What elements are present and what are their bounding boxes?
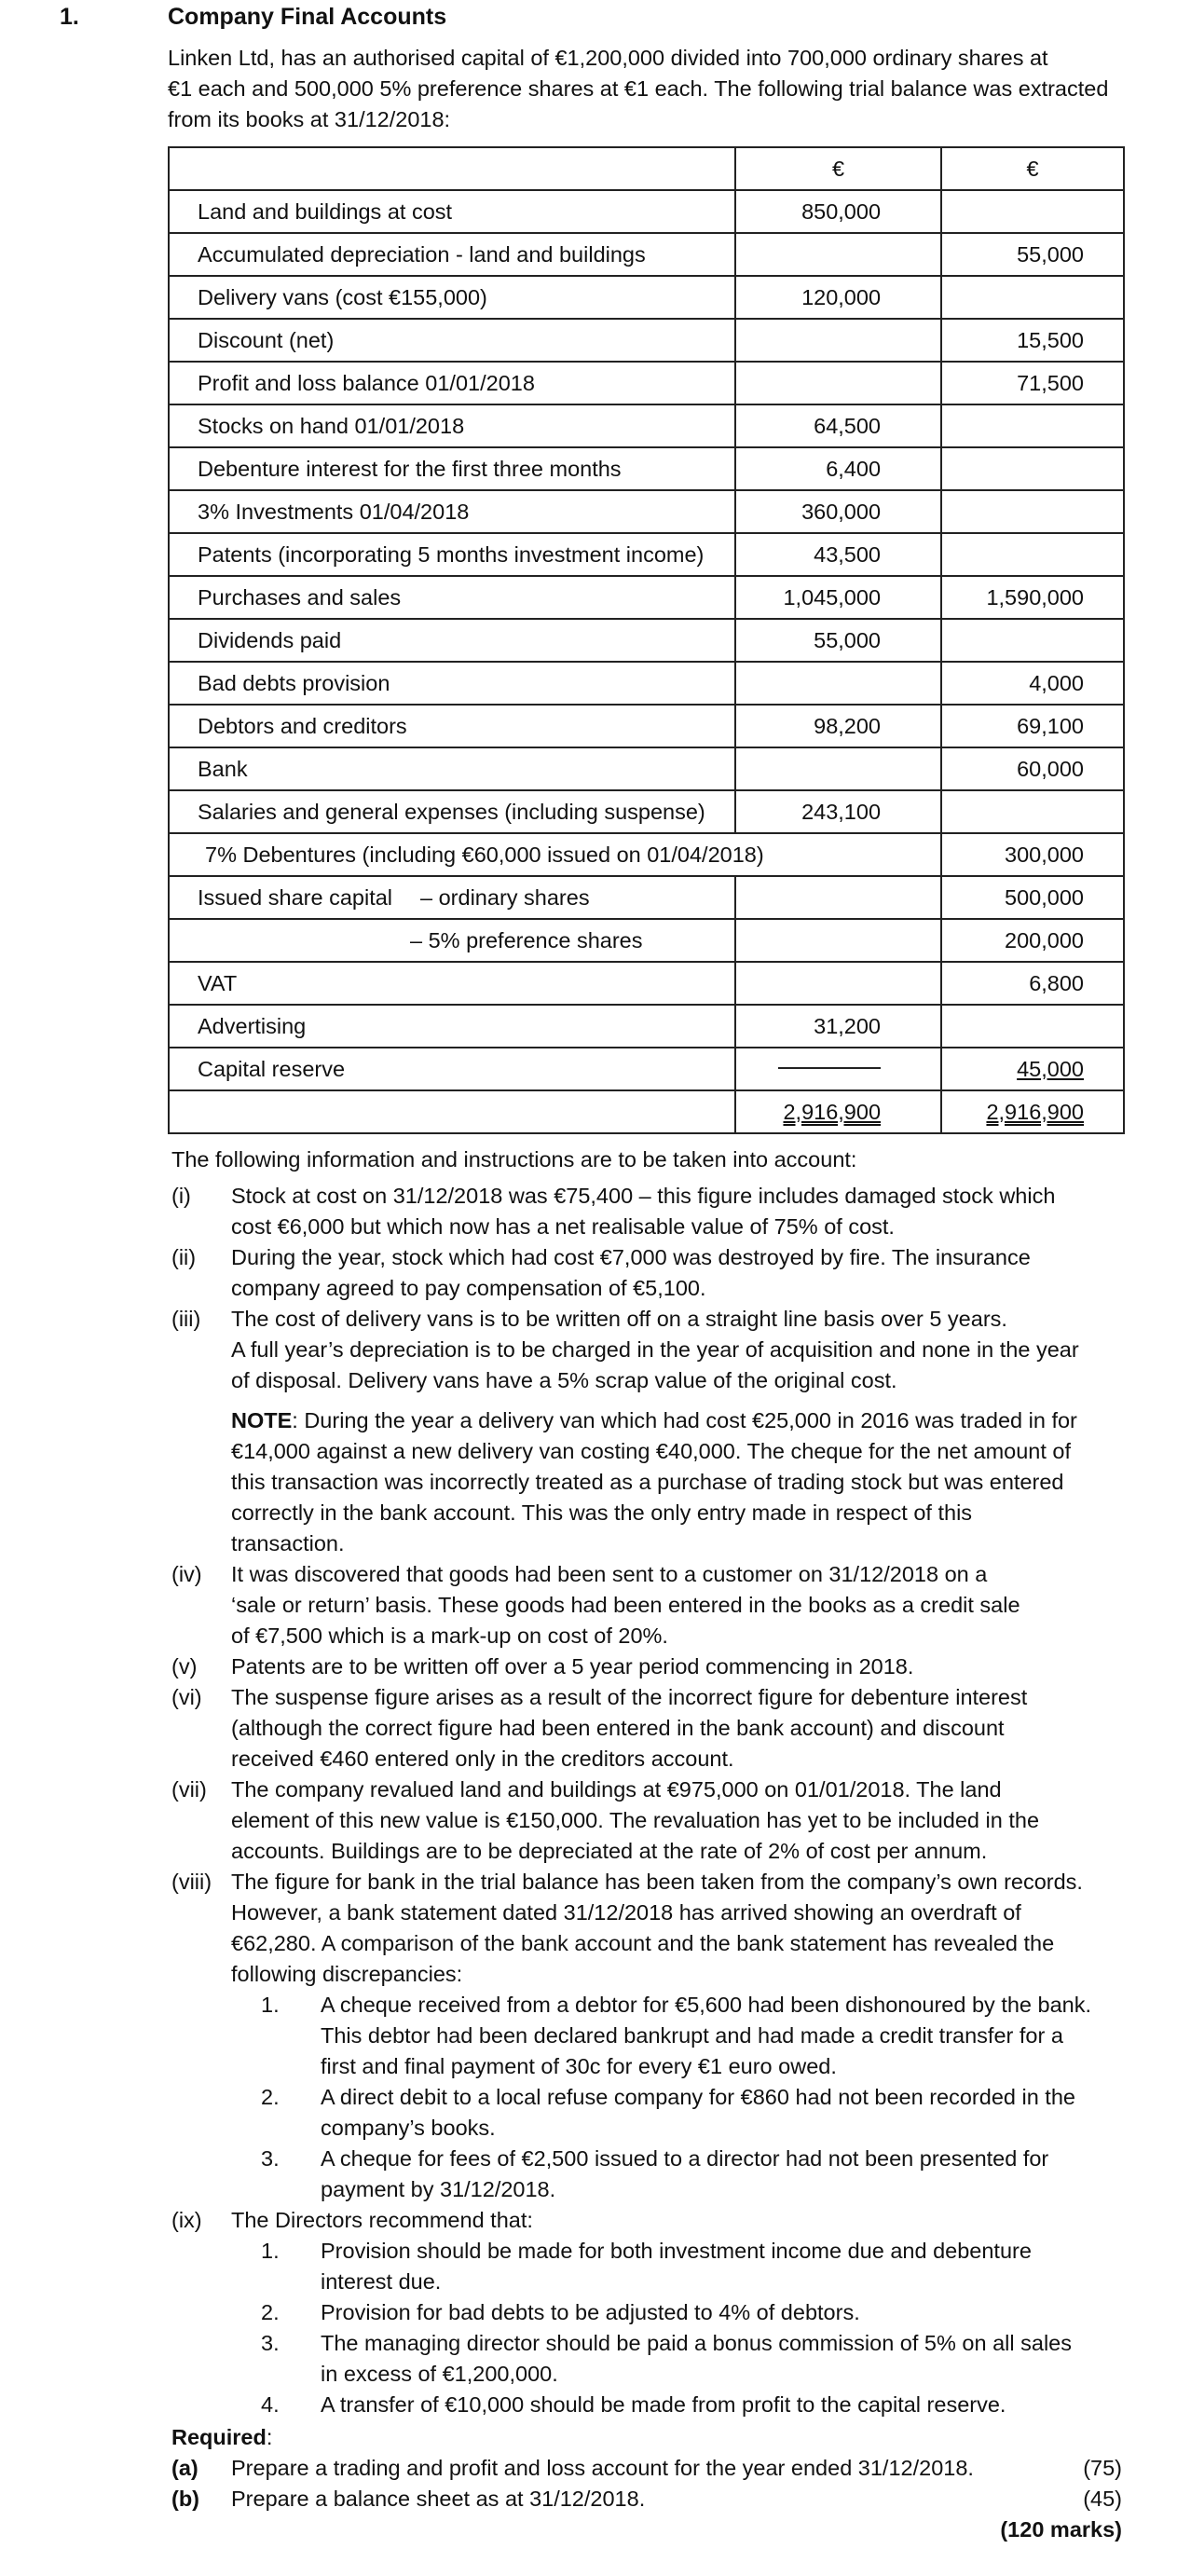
credit-value: 45,000 xyxy=(1017,1056,1084,1081)
total-credit xyxy=(941,1090,1124,1133)
capital-reserve-row xyxy=(169,1048,1124,1090)
sub-line: A transfer of €10,000 should be made from profit to the capital reserve. xyxy=(321,2392,1006,2417)
row-description: Accumulated depreciation - land and buildings xyxy=(169,233,735,276)
credit-header: € xyxy=(941,147,1124,190)
row-credit: 1,590,000 xyxy=(941,576,1124,619)
row-description: Debtors and creditors xyxy=(169,705,735,747)
item-line: The suspense figure arises as a result of the incorrect figure for debenture interest xyxy=(231,1685,1028,1709)
row-description: Delivery vans (cost €155,000) xyxy=(169,276,735,319)
recommendation-item xyxy=(231,2297,1141,2328)
item-line: A full year’s depreciation is to be charged in the year of acquisition and none in the year xyxy=(231,1337,1079,1362)
underline-rule xyxy=(778,1067,881,1069)
row-debit xyxy=(735,362,941,404)
part-marks: (45) xyxy=(1083,2487,1122,2511)
debit-header: € xyxy=(735,147,941,190)
table-row xyxy=(169,190,1124,233)
table-row xyxy=(169,1005,1124,1048)
row-debit xyxy=(735,662,941,705)
row-debit: 43,500 xyxy=(735,533,941,576)
item-label: (iv) xyxy=(171,1562,202,1586)
item-line: The Directors recommend that: xyxy=(231,2208,533,2232)
table-row xyxy=(169,362,1124,404)
part-label: (b) xyxy=(171,2487,200,2511)
total-credit-value: 2,916,900 xyxy=(986,1099,1084,1124)
required-section xyxy=(171,2422,1141,2545)
row-credit: 60,000 xyxy=(941,747,1124,790)
row-credit: 500,000 xyxy=(941,876,1124,919)
row-credit xyxy=(941,619,1124,662)
row-description xyxy=(169,1090,735,1133)
row-debit: 360,000 xyxy=(735,490,941,533)
discrepancy-item xyxy=(231,1990,1141,2082)
intro-line: from its books at 31/12/2018: xyxy=(168,107,451,131)
sub-label: 1. xyxy=(261,1993,280,2017)
item-line: of €7,500 which is a mark-up on cost of 20%. xyxy=(231,1624,668,1648)
instruction-item xyxy=(171,1774,1141,1867)
ordinary-shares-label: – ordinary shares xyxy=(420,884,590,910)
sub-label: 1. xyxy=(261,2239,280,2263)
sub-line: A direct debit to a local refuse company for €860 had not been recorded in the xyxy=(321,2085,1075,2109)
row-description: Debenture interest for the first three months xyxy=(169,447,735,490)
row-description: Land and buildings at cost xyxy=(169,190,735,233)
item-line: element of this new value is €150,000. The revaluation has yet to be included in the xyxy=(231,1808,1040,1832)
table-row xyxy=(169,404,1124,447)
discrepancy-item xyxy=(231,2144,1141,2205)
row-debit: 120,000 xyxy=(735,276,941,319)
share-capital-label: Issued share capital xyxy=(198,884,393,910)
information-lead: The following information and instructions are to be taken into account: xyxy=(171,1147,857,1172)
row-debit xyxy=(735,919,941,962)
row-credit: 6,800 xyxy=(941,962,1124,1005)
item-label: (ii) xyxy=(171,1245,197,1269)
item-line: During the year, stock which had cost €7,000 was destroyed by fire. The insurance xyxy=(231,1245,1031,1269)
note-label: NOTE xyxy=(231,1408,293,1432)
question-title: Company Final Accounts xyxy=(168,4,447,30)
row-credit: 4,000 xyxy=(941,662,1124,705)
preference-shares-label: – 5% preference shares xyxy=(169,919,735,962)
sub-label: 4. xyxy=(261,2392,280,2417)
instruction-item xyxy=(171,1682,1141,1774)
table-header-row xyxy=(169,147,1124,190)
required-part xyxy=(171,2453,1141,2484)
row-description: VAT xyxy=(169,962,735,1005)
item-line: However, a bank statement dated 31/12/2018 has arrived showing an overdraft of xyxy=(231,1900,1021,1925)
row-description: Purchases and sales xyxy=(169,576,735,619)
row-debit: 850,000 xyxy=(735,190,941,233)
item-line: The cost of delivery vans is to be written off on a straight line basis over 5 years. xyxy=(231,1307,1007,1331)
row-debit xyxy=(735,876,941,919)
table-row xyxy=(169,619,1124,662)
row-description: Bad debts provision xyxy=(169,662,735,705)
row-description: Stocks on hand 01/01/2018 xyxy=(169,404,735,447)
item-label: (viii) xyxy=(171,1870,212,1894)
total-debit xyxy=(735,1090,941,1133)
row-description: Salaries and general expenses (including suspense) xyxy=(169,790,735,833)
sub-line: The managing director should be paid a bonus commission of 5% on all sales xyxy=(321,2331,1072,2355)
share-capital-preference-row xyxy=(169,919,1124,962)
part-text: Prepare a trading and profit and loss account for the year ended 31/12/2018. xyxy=(231,2456,974,2480)
sub-line: first and final payment of 30c for every €1 euro owed. xyxy=(321,2054,837,2078)
row-debit-rule xyxy=(735,1048,941,1090)
table-row xyxy=(169,319,1124,362)
row-description: Discount (net) xyxy=(169,319,735,362)
row-debit xyxy=(735,747,941,790)
instruction-item xyxy=(171,1242,1141,1304)
row-description: 3% Investments 01/04/2018 xyxy=(169,490,735,533)
sub-label: 2. xyxy=(261,2085,280,2109)
table-row xyxy=(169,276,1124,319)
intro-line: Linken Ltd, has an authorised capital of €1,200,000 divided into 700,000 ordinary shares at xyxy=(168,46,1048,70)
row-debit: 55,000 xyxy=(735,619,941,662)
item-line: €62,280. A comparison of the bank account and the bank statement has revealed the xyxy=(231,1931,1055,1955)
instruction-item xyxy=(171,2205,1141,2420)
note-line: transaction. xyxy=(231,1531,345,1555)
table-row xyxy=(169,233,1124,276)
item-line: It was discovered that goods had been sent to a customer on 31/12/2018 on a xyxy=(231,1562,988,1586)
sub-line: Provision should be made for both investment income due and debenture xyxy=(321,2239,1032,2263)
sub-line: Provision for bad debts to be adjusted to 4% of debtors. xyxy=(321,2300,860,2324)
item-label: (vii) xyxy=(171,1777,207,1802)
note-line: correctly in the bank account. This was the only entry made in respect of this xyxy=(231,1500,973,1525)
row-description: Dividends paid xyxy=(169,619,735,662)
required-title: Required xyxy=(171,2425,267,2449)
table-row xyxy=(169,576,1124,619)
sub-line: interest due. xyxy=(321,2269,442,2294)
item-line: following discrepancies: xyxy=(231,1962,463,1986)
sub-line: company’s books. xyxy=(321,2116,496,2140)
row-debit: 31,200 xyxy=(735,1005,941,1048)
recommendation-item xyxy=(231,2390,1141,2420)
row-credit xyxy=(941,276,1124,319)
row-description: Capital reserve xyxy=(169,1048,735,1090)
table-row xyxy=(169,447,1124,490)
part-label: (a) xyxy=(171,2456,198,2480)
row-credit xyxy=(941,190,1124,233)
question-number: 1. xyxy=(60,4,79,30)
table-row xyxy=(169,533,1124,576)
totals-row xyxy=(169,1090,1124,1133)
intro-line: €1 each and 500,000 5% preference shares at €1 each. The following trial balance was extracted xyxy=(168,76,1109,101)
share-capital-ordinary-row xyxy=(169,876,1124,919)
item-line: of disposal. Delivery vans have a 5% scrap value of the original cost. xyxy=(231,1368,897,1392)
row-credit xyxy=(941,447,1124,490)
note-line: this transaction was incorrectly treated as a purchase of trading stock but was entered xyxy=(231,1470,1064,1494)
instruction-item xyxy=(171,1559,1141,1651)
part-text: Prepare a balance sheet as at 31/12/2018. xyxy=(231,2487,646,2511)
item-label: (iii) xyxy=(171,1307,201,1331)
item-line: received €460 entered only in the creditors account. xyxy=(231,1747,734,1771)
recommendation-item xyxy=(231,2328,1141,2390)
sub-line: in excess of €1,200,000. xyxy=(321,2362,558,2386)
row-credit: 15,500 xyxy=(941,319,1124,362)
sub-label: 3. xyxy=(261,2146,280,2171)
item-label: (ix) xyxy=(171,2208,202,2232)
note-line: €14,000 against a new delivery van costing €40,000. The cheque for the net amount of xyxy=(231,1439,1072,1463)
sub-line: This debtor had been declared bankrupt and had made a credit transfer for a xyxy=(321,2023,1063,2048)
item-label: (vi) xyxy=(171,1685,202,1709)
row-credit xyxy=(941,790,1124,833)
row-debit xyxy=(735,962,941,1005)
part-marks: (75) xyxy=(1083,2456,1122,2480)
debentures-row xyxy=(169,833,1124,876)
row-credit: 300,000 xyxy=(941,833,1124,876)
note-line xyxy=(231,1405,1141,1436)
instruction-item xyxy=(171,1304,1141,1559)
row-debit: 64,500 xyxy=(735,404,941,447)
required-heading xyxy=(171,2422,1141,2453)
item-line: Stock at cost on 31/12/2018 was €75,400 – this figure includes damaged stock which xyxy=(231,1184,1056,1208)
row-credit: 69,100 xyxy=(941,705,1124,747)
table-row xyxy=(169,790,1124,833)
item-line: The figure for bank in the trial balance has been taken from the company’s own records. xyxy=(231,1870,1083,1894)
row-debit: 1,045,000 xyxy=(735,576,941,619)
sub-line: payment by 31/12/2018. xyxy=(321,2177,556,2201)
information-section xyxy=(171,1144,1141,2545)
trial-balance-table xyxy=(168,146,1125,1134)
item-line: company agreed to pay compensation of €5,100. xyxy=(231,1276,706,1300)
item-label: (v) xyxy=(171,1654,198,1679)
required-part xyxy=(171,2484,1141,2514)
table-row xyxy=(169,962,1124,1005)
question-intro xyxy=(168,43,1156,135)
row-description: Profit and loss balance 01/01/2018 xyxy=(169,362,735,404)
item-label: (i) xyxy=(171,1184,191,1208)
table-row xyxy=(169,662,1124,705)
question-heading xyxy=(60,2,446,33)
instruction-item xyxy=(171,1181,1141,1242)
item-line: Patents are to be written off over a 5 year period commencing in 2018. xyxy=(231,1654,914,1679)
row-description: Bank xyxy=(169,747,735,790)
table-cell xyxy=(169,147,735,190)
item-line: (although the correct figure had been entered in the bank account) and discount xyxy=(231,1716,1005,1740)
instruction-item xyxy=(171,1651,1141,1682)
required-colon: : xyxy=(266,2425,273,2449)
sub-line: A cheque received from a debtor for €5,600 had been dishonoured by the bank. xyxy=(321,1993,1091,2017)
table-row xyxy=(169,490,1124,533)
row-description: Patents (incorporating 5 months investment income) xyxy=(169,533,735,576)
item-line: ‘sale or return’ basis. These goods had been entered in the books as a credit sale xyxy=(231,1593,1020,1617)
discrepancy-item xyxy=(231,2082,1141,2144)
item-line: The company revalued land and buildings at €975,000 on 01/01/2018. The land xyxy=(231,1777,1002,1802)
sub-label: 3. xyxy=(261,2331,280,2355)
recommendation-item xyxy=(231,2236,1141,2297)
row-description xyxy=(169,876,735,919)
row-credit xyxy=(941,533,1124,576)
row-credit: 71,500 xyxy=(941,362,1124,404)
row-debit xyxy=(735,319,941,362)
sub-label: 2. xyxy=(261,2300,280,2324)
total-marks: (120 marks) xyxy=(1000,2517,1122,2542)
row-credit: 200,000 xyxy=(941,919,1124,962)
row-debit: 98,200 xyxy=(735,705,941,747)
row-debit: 243,100 xyxy=(735,790,941,833)
table-row xyxy=(169,747,1124,790)
row-credit xyxy=(941,490,1124,533)
total-debit-value: 2,916,900 xyxy=(783,1099,882,1124)
row-credit xyxy=(941,1048,1124,1090)
item-line: accounts. Buildings are to be depreciated at the rate of 2% of cost per annum. xyxy=(231,1839,988,1863)
row-credit xyxy=(941,404,1124,447)
table-row xyxy=(169,705,1124,747)
row-credit xyxy=(941,1005,1124,1048)
row-description: 7% Debentures (including €60,000 issued on 01/04/2018) xyxy=(169,833,941,876)
row-debit xyxy=(735,233,941,276)
note-text: : During the year a delivery van which had cost €25,000 in 2016 was traded in for xyxy=(292,1408,1077,1432)
row-debit: 6,400 xyxy=(735,447,941,490)
row-credit: 55,000 xyxy=(941,233,1124,276)
row-description: Advertising xyxy=(169,1005,735,1048)
instruction-item xyxy=(171,1867,1141,2205)
item-line: cost €6,000 but which now has a net realisable value of 75% of cost. xyxy=(231,1214,895,1239)
sub-line: A cheque for fees of €2,500 issued to a director had not been presented for xyxy=(321,2146,1049,2171)
